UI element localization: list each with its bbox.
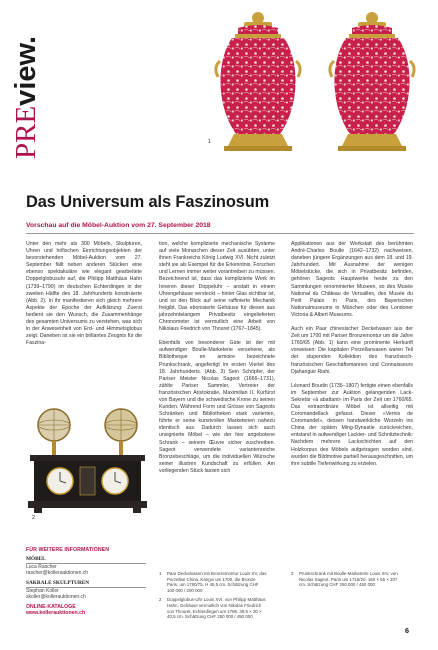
caption-number: 1 — [159, 571, 162, 576]
right-vase — [330, 12, 414, 151]
caption-number: 2 — [159, 597, 162, 603]
paragraph: tion, welche komplizierte mechanische Systeme auf viele Monarchen dieser Zeit ausübten, unter ihnen Frankreichs König Ludwig XVI. Nicht zuletzt steht sie als Exempel für die Erkenntnis, Forschen und Lernen immer weiter vorantreiben zu müssen. Bezeichnend ist, dass das komplizierte Werk im Inneren dieser Doppeluhr – anstatt in einem Uhrengehäuse versteckt – hinter Glas sichtbar ist, und so den Blick auf seine raffinierte Mechanik freigibt. Das ebonisierte Gehäuse für diesen aus jahrzehntelangem Privatbesitz eingelieferten Chronometer ist vermutlich eine Arbeit von Nikolaus Friedrich von Thouret (1767–1845). — [159, 241, 275, 333]
contact-category: SAKRALE SKULPTUREN — [26, 580, 146, 588]
online-catalogue-link[interactable]: www.kollerauktionen.ch — [26, 610, 86, 617]
contact-box — [26, 547, 146, 617]
article-subtitle: Vorschau auf die Möbel-Auktion vom 27. September 2018 — [26, 222, 211, 229]
vase-pair-image — [208, 6, 426, 164]
contact-name: Luca Rascher — [26, 564, 57, 570]
online-catalogue-label: ONLINE-KATALOGE — [26, 603, 76, 610]
figure-1-number: 1 — [208, 139, 211, 145]
left-vase — [216, 12, 300, 151]
contact-category: MÖBEL — [26, 556, 146, 564]
captions-group-1 — [159, 571, 267, 624]
caption-text: Paar Deckelvasen mit Bronzemontur Louis XV, das Porzellan China, Kangxi um 1700, die Bronze Paris, um 1760/75. H 45,5 cm. Schätzung CHF 100 000 / 200 000 — [167, 571, 267, 593]
article-column-3 — [291, 241, 413, 475]
figure-caption — [291, 571, 399, 588]
globe-clock-image — [26, 403, 149, 513]
figure-caption — [159, 597, 267, 619]
page-number: 6 — [405, 626, 409, 635]
logo-view-text: view. — [10, 35, 42, 106]
paragraph: Unter den mehr als 300 Möbeln, Skulpturen, Uhren und höfischen Einrichtungsobjekten der bevorstehenden Möbel-Auktion vom 27. September fällt neben anderen Stücken eine ebenso spektakuläre wie elegant gearbeitete Doppelglobusuhr auf, die Philipp Matthäus Hahn (1739–1790) im deutschen Echterdingen in der zweiten Hälfte des 18. Jahrhunderts konstruierte (Abb. 2). In ihr manifestieren sich gleich mehrere Aspekte der Epoche der Aufklärung: Zuerst bedient sie den Wunsch, die Zusammenhänge des gesamten Universums zu verstehen, was sich in der Anwesenheit von Erd- und Himmelsglobus zeigt. Daneben ist sie ein brillantes Zeugnis für die Faszina- — [26, 241, 142, 347]
paragraph: Ebenfalls von besonderer Güte ist der mit aufwendiger Boulle-Marketerie versehene, als Bibliotheque en armoire bezeichnete Prunkschrank, angefertigt im ersten Viertel des 18. Jahrhunderts. (Abb. 3) Sein Schöpfer, der Pariser Meister Nicolas Sageot (1666–1731), zählte Pariser Sammler, Vertreter der französischen Aristokratie, Maximilian II. Kurfürst von Bayern und die schwedische Krone zu seinen Kunden. Während Form und Grösse von Sageots Schränken und Bibliotheken stark variierten, führte er seine kunstvollen Marketerien nahezu identisch aus. Dadurch lassen sich auch unsignierte Möbel – wie der hier angebotene Schrank – seinem Œuvre sicher zuschreiben. Sageot verwendete variantenreiche Bronzebeschläge, um die individuellen Wünsche seiner illustren Kundschaft zu erfüllen. Am vorliegenden Stück lassen sich — [159, 340, 275, 474]
caption-text: Doppelglobus-Uhr Louis XVI, von Philipp Matthäus Hahn, Gehäuse vermutlich von Nikolas Friedrich von Thouret, Echterdingen um 1785. 39,5 × 20 × 40,5 cm. Schätzung CHF 250 000 / 450 000 — [167, 597, 266, 620]
article-column-1 — [26, 241, 142, 354]
paragraph: Applikationen aus der Werkstatt des berühmten André-Charles Boulle (1642–1732) nachweisen, daneben jüngere Ergänzungen aus dem 18. und 19. Jahrhundert. Mit Ausnahme der wenigen Möbelstücke, die sich in Privatbesitz befinden, gehören Sageots Hauptwerke heute zu den Sammlungen renommierter Museen, so des Musée National du Château de Versailles, des Musée du Petit Palais in Paris, des Bayerischen Nationalmuseums in München oder des Londoner Victoria & Albert Museums. — [291, 241, 413, 318]
logo-pre-text: PRE — [10, 105, 42, 159]
article-title: Das Universum als Faszinosum — [26, 193, 270, 211]
paragraph: Léonard Boudin (1735–1807) fertigte einen ebenfalls im September zur Auktion gelangenden Lack-Sekretär «à abattant» im Paris der Zeit um 1760/65. Das extraordinäre Möbel ist allseitig mit Coromandellack gefasst. Dieser «Vernis de Coromandel», dessen handwerkliche Wurzeln ins China der späten Ming-Dynastie zurückreichen, entstand in aufwendiger Lackier- und Schnitztechnik: Nachdem mehrere Lackschichten auf den Holzkorpus des Möbels aufgetragen worden sind, wurden die Bildmotive partiell herausgeschnitten, um ihre subtile Tiefenwirkung zu erzielen. — [291, 382, 413, 467]
caption-text: Prunkschrank mit Boulle-Marketerie Louis XIV, von Nicolas Sageot, Paris um 1715/20. 160 × 55 × 207 cm. Schätzung CHF 250 000 / 450 000 — [299, 571, 398, 588]
contact-email-link[interactable]: skoller@kollerauktionen.ch — [26, 594, 86, 601]
article-column-2 — [159, 241, 275, 482]
preview-logo — [3, 24, 43, 159]
contact-email-link[interactable]: rascher@kollerauktionen.ch — [26, 570, 89, 577]
figure-caption — [159, 571, 267, 593]
figure-2-number: 2 — [32, 515, 35, 521]
paragraph: Auch ein Paar chinesischer Deckelvasen aus der Zeit um 1700 mit Pariser Bronzemontur um die Jahre 1760/65 (Abb. 1) kann eine prominente Herkunft vorweisen: Die kapitalen Porzellanvasen waren Teil der stupenden Kollektion des französisch-französischen Geschäftsmannes und Connaisseurs Djahanguir Riahi. — [291, 326, 413, 375]
contact-name: Stephan Koller — [26, 587, 59, 594]
contact-heading: FÜR WEITERE INFORMATIONEN — [26, 547, 110, 553]
caption-number: 3 — [291, 571, 294, 576]
captions-group-2 — [291, 571, 399, 592]
svg-text:PREview. — [10, 36, 42, 159]
title-divider — [26, 233, 414, 234]
